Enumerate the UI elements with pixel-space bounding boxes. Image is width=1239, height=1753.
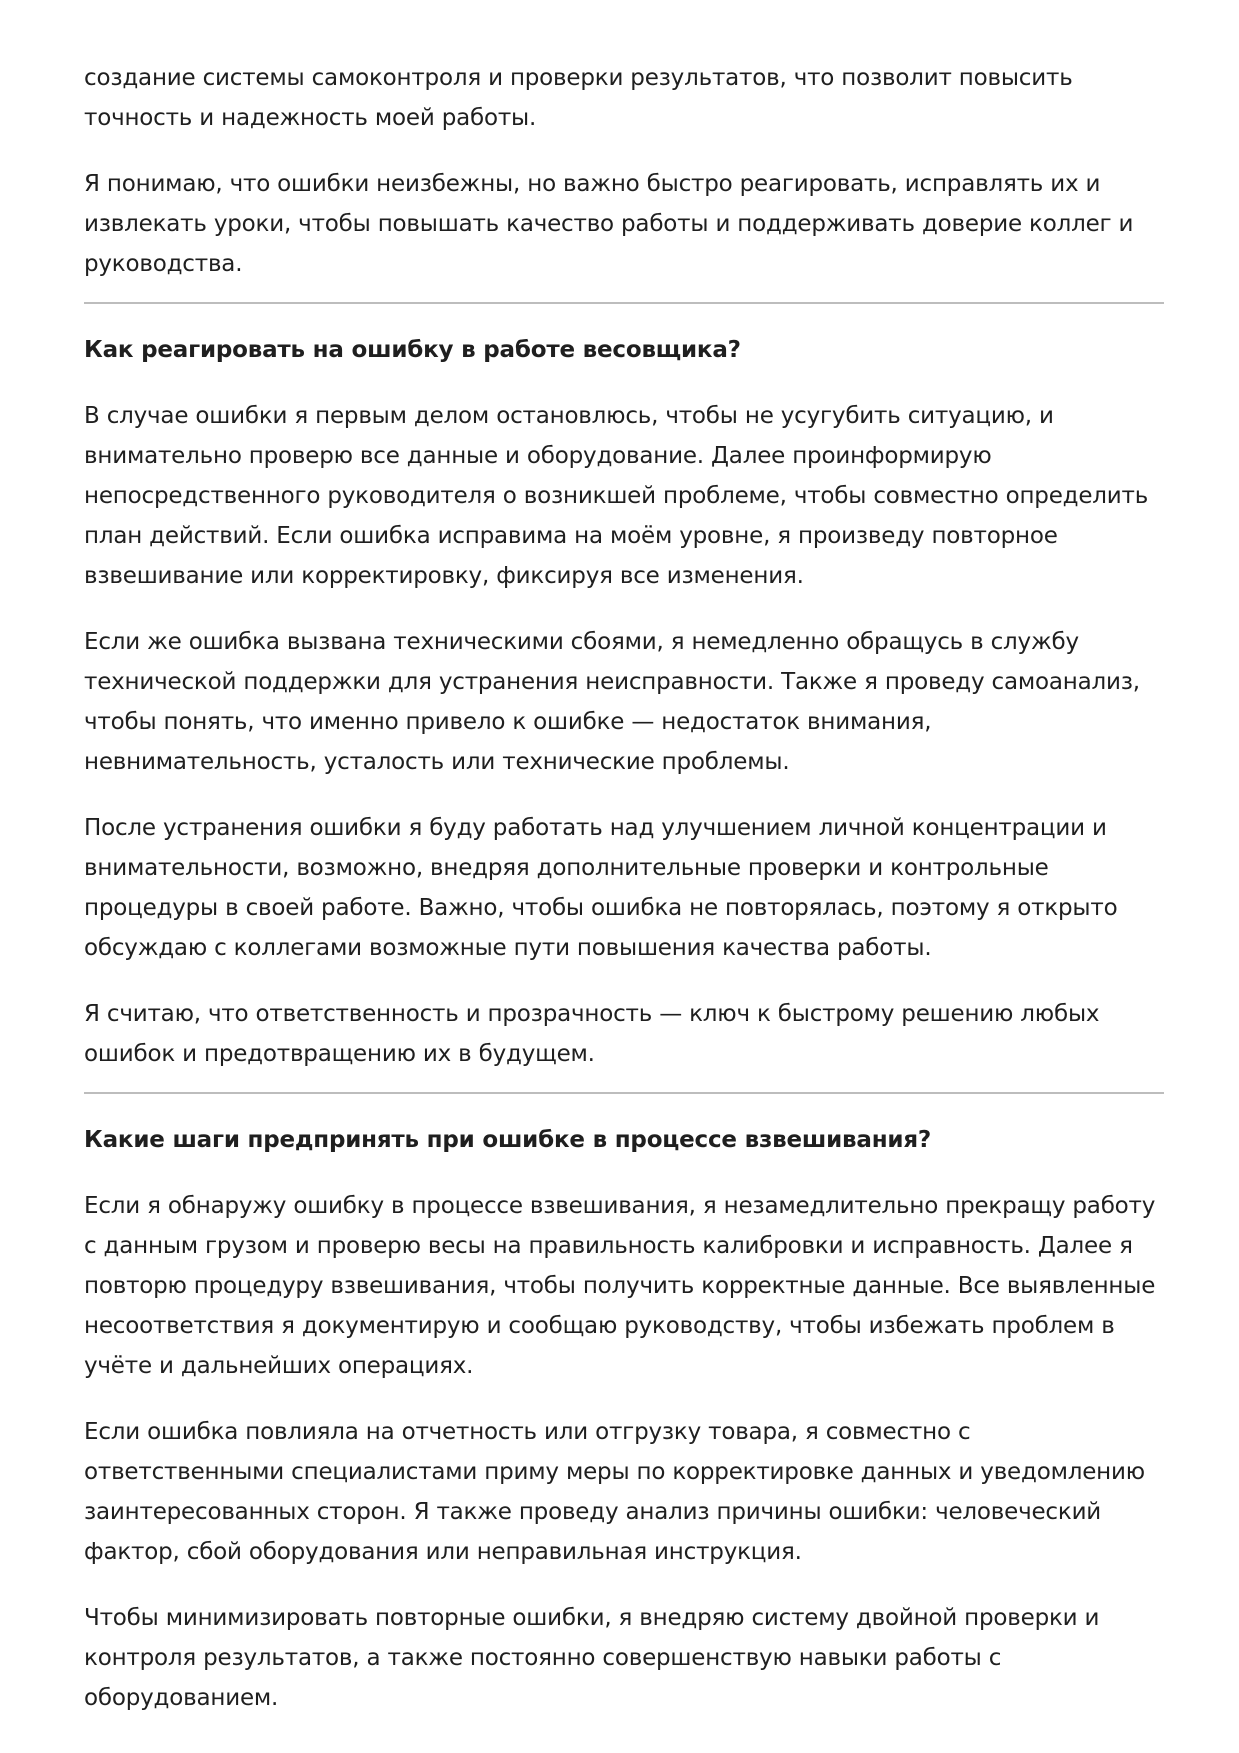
section-divider	[84, 302, 1164, 304]
section-paragraph: Я считаю, что ответственность и прозрачность — ключ к быстрому решению любых ошибок и предотвращению их в будущем.	[84, 1001, 1100, 1067]
document-page	[84, 58, 1164, 1744]
section-paragraph: В случае ошибки я первым делом остановлюсь, чтобы не усугубить ситуацию, и внимательно проверю все данные и оборудование. Далее проинформирую непосредственного руководителя о возникшей проблеме, чтобы совместно определить план действий. Если ошибка исправима на моём уровне, я произведу повторное взвешивание или корректировку, фиксируя все изменения.	[84, 403, 1149, 589]
section-divider	[84, 1092, 1164, 1094]
intro-paragraph: Я понимаю, что ошибки неизбежны, но важно быстро реагировать, исправлять их и извлекать уроки, чтобы повышать качество работы и поддерживать доверие коллег и руководства.	[84, 171, 1134, 277]
section-heading: Какие шаги предпринять при ошибке в процессе взвешивания?	[84, 1127, 932, 1153]
section-paragraph: Если же ошибка вызвана техническими сбоями, я немедленно обращусь в службу технической поддержки для устранения неисправности. Также я проведу самоанализ, чтобы понять, что именно привело к ошибке — недостаток внимания, невнимательность, усталость или технические проблемы.	[84, 629, 1140, 775]
section-paragraph: Чтобы минимизировать повторные ошибки, я внедряю систему двойной проверки и контроля результатов, а также постоянно совершенствую навыки работы с оборудованием.	[84, 1605, 1100, 1711]
section-heading: Как реагировать на ошибку в работе весовщика?	[84, 337, 741, 363]
section-paragraph: После устранения ошибки я буду работать над улучшением личной концентрации и внимательности, возможно, внедряя дополнительные проверки и контрольные процедуры в своей работе. Важно, чтобы ошибка не повторялась, поэтому я открыто обсуждаю с коллегами возможные пути повышения качества работы.	[84, 815, 1118, 961]
section-paragraph: Если ошибка повлияла на отчетность или отгрузку товара, я совместно с ответственными специалистами приму меры по корректировке данных и уведомлению заинтересованных сторон. Я также проведу анализ причины ошибки: человеческий фактор, сбой оборудования или неправильная инструкция.	[84, 1419, 1145, 1565]
section-paragraph: Если я обнаружу ошибку в процессе взвешивания, я незамедлительно прекращу работу с данным грузом и проверю весы на правильность калибровки и исправность. Далее я повторю процедуру взвешивания, чтобы получить корректные данные. Все выявленные несоответствия я документирую и сообщаю руководству, чтобы избежать проблем в учёте и дальнейших операциях.	[84, 1193, 1156, 1379]
intro-paragraph: создание системы самоконтроля и проверки результатов, что позволит повысить точность и надежность моей работы.	[84, 65, 1073, 131]
